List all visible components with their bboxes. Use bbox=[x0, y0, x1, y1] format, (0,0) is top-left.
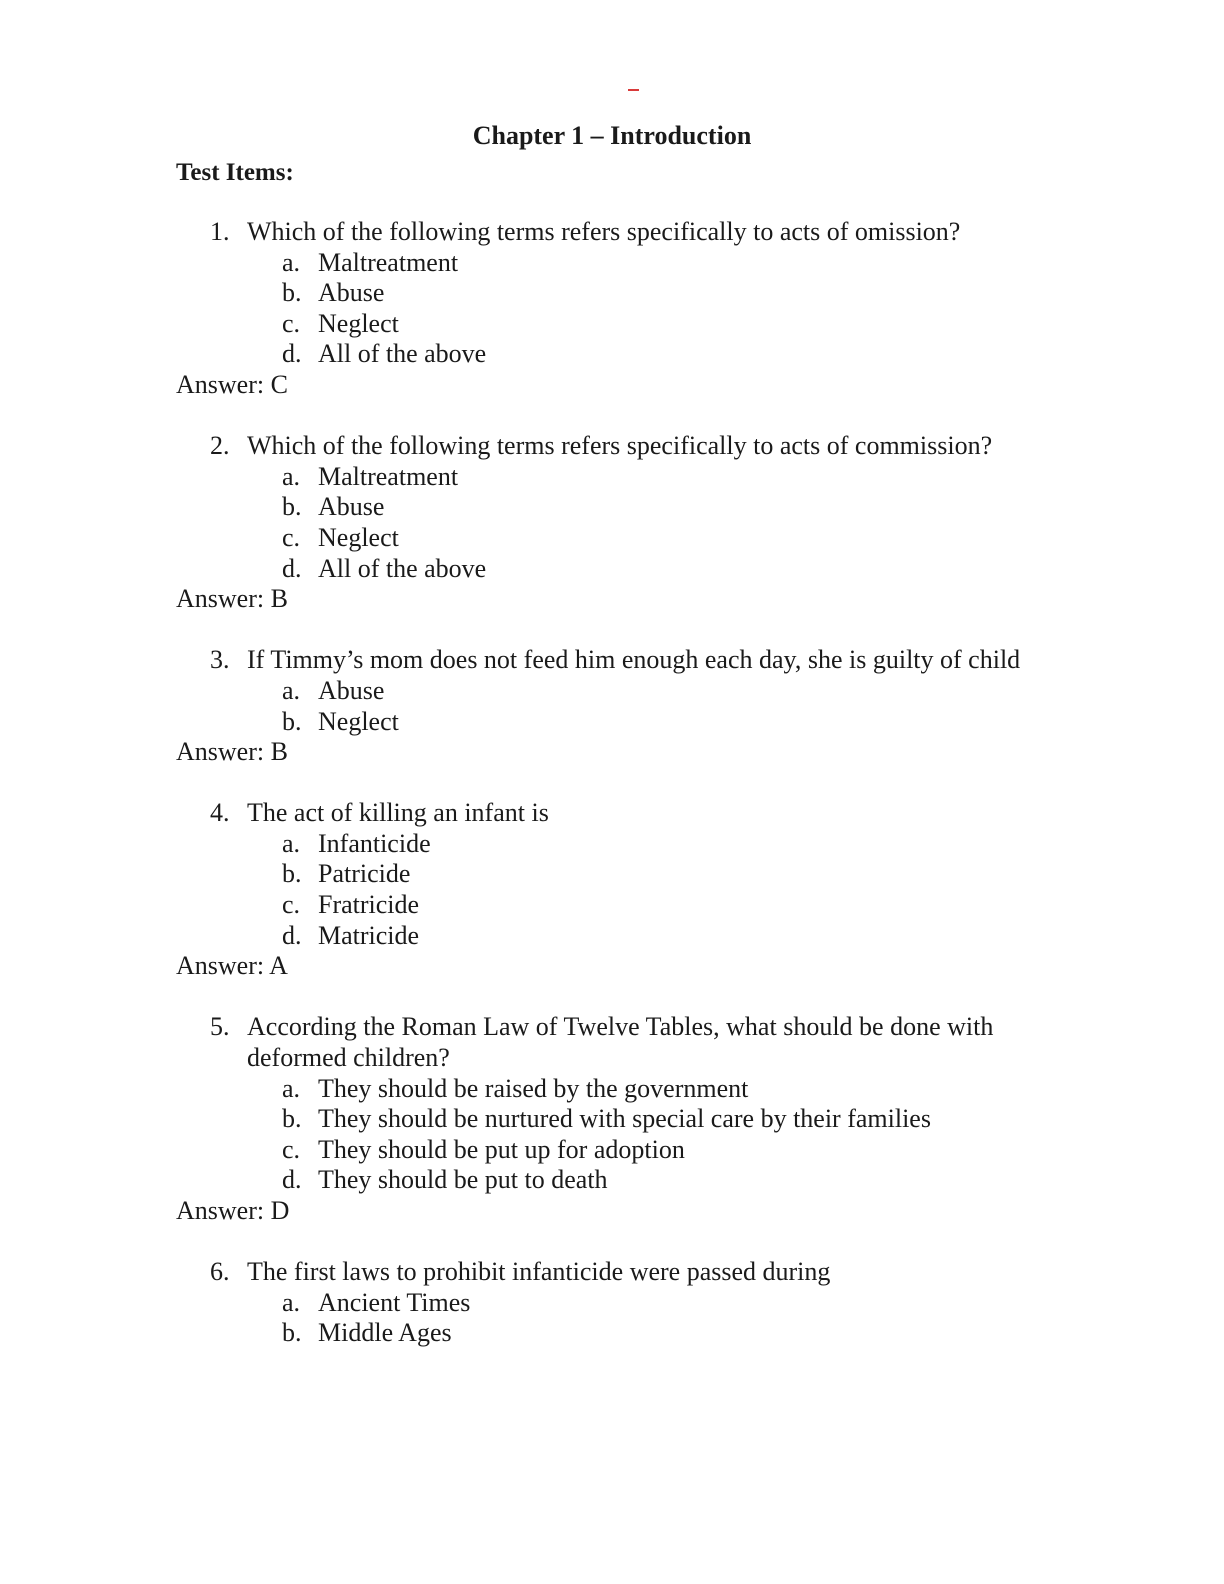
option-letter: b. bbox=[282, 492, 302, 522]
option-text: Neglect bbox=[318, 522, 399, 552]
option-letter: a. bbox=[282, 461, 301, 491]
answer-option bbox=[0, 278, 1224, 309]
answer-key: Answer: D bbox=[176, 1196, 290, 1225]
answer-option bbox=[0, 890, 1224, 921]
option-letter: d. bbox=[282, 553, 302, 583]
option-letter: a. bbox=[282, 828, 301, 858]
question-text: Which of the following terms refers specifically to acts of commission? bbox=[247, 431, 993, 461]
answer-option bbox=[0, 1135, 1224, 1166]
option-text: Patricide bbox=[318, 859, 411, 889]
option-text: They should be nurtured with special care by their families bbox=[318, 1104, 931, 1134]
question-list bbox=[0, 217, 1224, 1380]
question-row bbox=[0, 1257, 1224, 1288]
question-text: According the Roman Law of Twelve Tables, what should be done with deformed children? bbox=[247, 1012, 994, 1073]
question-item bbox=[0, 217, 1224, 401]
answer-option bbox=[0, 676, 1224, 707]
option-text: Ancient Times bbox=[318, 1287, 471, 1317]
option-text: Abuse bbox=[318, 492, 385, 522]
question-number: 3. bbox=[210, 645, 230, 675]
answer-option bbox=[0, 492, 1224, 523]
option-letter: c. bbox=[282, 522, 301, 552]
option-letter: b. bbox=[282, 1104, 302, 1134]
question-row bbox=[0, 217, 1224, 248]
answer-key: Answer: A bbox=[176, 951, 288, 981]
option-text: All of the above bbox=[318, 339, 487, 369]
answer-option bbox=[0, 248, 1224, 279]
question-text: The act of killing an infant is bbox=[247, 798, 549, 828]
question-item bbox=[0, 645, 1224, 767]
question-number: 2. bbox=[210, 431, 230, 461]
question-item bbox=[0, 1257, 1224, 1349]
option-text: Neglect bbox=[318, 706, 399, 736]
option-letter: b. bbox=[282, 278, 302, 308]
option-text: Maltreatment bbox=[318, 461, 459, 491]
option-letter: a. bbox=[282, 1073, 301, 1103]
answer-option bbox=[0, 1074, 1224, 1105]
chapter-title: Chapter 1 – Introduction bbox=[472, 121, 752, 150]
option-letter: c. bbox=[282, 1134, 301, 1164]
question-item bbox=[0, 798, 1224, 982]
answer-option bbox=[0, 339, 1224, 370]
question-number: 4. bbox=[210, 798, 230, 828]
question-text: The first laws to prohibit infanticide were passed during bbox=[247, 1257, 831, 1287]
answer-option bbox=[0, 859, 1224, 890]
question-number: 6. bbox=[210, 1257, 230, 1287]
question-text: Which of the following terms refers specifically to acts of omission? bbox=[247, 217, 961, 246]
option-text: Middle Ages bbox=[318, 1318, 452, 1348]
answer-option bbox=[0, 1104, 1224, 1135]
question-item bbox=[0, 431, 1224, 615]
option-letter: c. bbox=[282, 890, 301, 920]
answer-option bbox=[0, 829, 1224, 860]
section-heading: Test Items: bbox=[176, 159, 294, 186]
option-text: All of the above bbox=[318, 553, 487, 583]
answer-option bbox=[0, 707, 1224, 738]
option-letter: a. bbox=[282, 1287, 301, 1317]
question-row bbox=[0, 645, 1224, 676]
answer-key: Answer: B bbox=[176, 737, 288, 767]
answer-option bbox=[0, 1318, 1224, 1349]
answer-option bbox=[0, 1288, 1224, 1319]
question-text: If Timmy’s mom does not feed him enough each day, she is guilty of child bbox=[247, 645, 1021, 675]
option-letter: b. bbox=[282, 706, 302, 736]
option-text: Abuse bbox=[318, 278, 385, 308]
answer-option bbox=[0, 462, 1224, 493]
option-text: Maltreatment bbox=[318, 247, 459, 277]
option-letter: a. bbox=[282, 247, 301, 277]
option-letter: a. bbox=[282, 675, 301, 705]
option-letter: d. bbox=[282, 920, 302, 950]
answer-option bbox=[0, 1165, 1224, 1196]
question-row bbox=[0, 1012, 1224, 1073]
question-number: 1. bbox=[210, 217, 230, 246]
answer-key: Answer: B bbox=[176, 584, 288, 614]
question-number: 5. bbox=[210, 1012, 230, 1042]
option-letter: d. bbox=[282, 339, 302, 369]
question-item bbox=[0, 1012, 1224, 1226]
question-row bbox=[0, 431, 1224, 462]
answer-option bbox=[0, 523, 1224, 554]
answer-key: Answer: C bbox=[176, 369, 288, 399]
option-text: They should be raised by the government bbox=[318, 1073, 749, 1103]
option-letter: b. bbox=[282, 1318, 302, 1348]
option-letter: d. bbox=[282, 1165, 302, 1195]
red-accent-mark bbox=[628, 89, 639, 91]
option-letter: c. bbox=[282, 308, 301, 338]
option-text: Neglect bbox=[318, 308, 399, 338]
option-text: Infanticide bbox=[318, 828, 431, 858]
option-text: Matricide bbox=[318, 920, 420, 950]
question-row bbox=[0, 798, 1224, 829]
option-letter: b. bbox=[282, 859, 302, 889]
option-text: Fratricide bbox=[318, 890, 420, 920]
option-text: Abuse bbox=[318, 675, 385, 705]
option-text: They should be put to death bbox=[318, 1165, 608, 1195]
answer-option bbox=[0, 554, 1224, 585]
answer-option bbox=[0, 921, 1224, 952]
option-text: They should be put up for adoption bbox=[318, 1134, 685, 1164]
answer-option bbox=[0, 309, 1224, 340]
